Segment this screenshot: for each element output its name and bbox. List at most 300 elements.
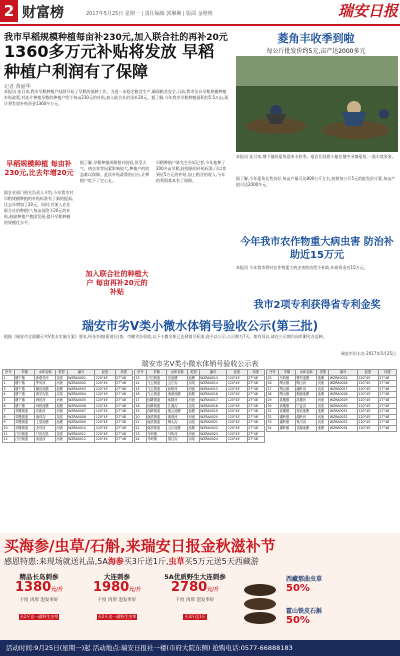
table-cell: 6	[3, 403, 15, 409]
right-col-text: 据了解,今年菱角长势良好,每亩产量可达800公斤左右,按照每公斤5元的批发价计算,每亩产值可达2000多元。	[236, 176, 396, 187]
table-cell: 马屿镇	[146, 431, 167, 437]
table-cell: 阁巷河	[167, 414, 188, 420]
product-price: 2780元/斤	[170, 580, 219, 595]
table-cell: 120°45′	[95, 425, 115, 431]
table-cell: WZRA0025	[329, 375, 358, 381]
table-cell: WZRA0028	[329, 392, 358, 398]
table-cell: 120°45′	[357, 397, 378, 403]
table-cell: WZRA0008	[67, 414, 95, 420]
table-cell: 19	[135, 409, 147, 415]
table-cell: 27°48′	[378, 403, 396, 409]
table-cell: WZRA0015	[199, 386, 227, 392]
table-cell: 高楼镇	[279, 403, 296, 409]
table-cell: WZRA0007	[67, 409, 95, 415]
table-cell: 池塘	[188, 409, 200, 415]
table-cell: 河流	[317, 397, 329, 403]
table-cell: 河流	[188, 431, 200, 437]
table-cell: 前池河	[35, 437, 56, 443]
table-cell: 沟渠	[317, 386, 329, 392]
table-cell: 27°48′	[115, 437, 132, 443]
table-cell: 28	[267, 392, 279, 398]
table-cell: 120°45′	[227, 403, 247, 409]
table-cell: 河流	[188, 397, 200, 403]
table-cell: WZRA0021	[199, 420, 227, 426]
table-cell: 渔渡池塘	[167, 392, 188, 398]
table-cell: WZRA0023	[199, 431, 227, 437]
product-name: 5A优质野生大连刺参	[164, 573, 226, 581]
table-header-cell: 纬度	[247, 370, 264, 376]
table-header-cell: 水体名称	[167, 370, 188, 376]
table-cell: 沟渠	[188, 381, 200, 387]
table-cell: 120°45′	[227, 386, 247, 392]
promo-percent: 50%	[286, 583, 310, 594]
table-cell: 2	[3, 381, 15, 387]
table-cell: 11	[3, 431, 15, 437]
table-cell: 河流	[56, 397, 68, 403]
table-header-cell: 编号	[329, 370, 358, 376]
table-cell: 陶山镇	[279, 386, 296, 392]
ad-subline-d: 虫草	[168, 557, 185, 566]
table-cell: 7	[3, 409, 15, 415]
water-body-tables	[2, 369, 398, 532]
table-header-cell: 水体名称	[35, 370, 56, 376]
table-cell: 27°48′	[247, 420, 264, 426]
table-cell: 塘下镇	[14, 403, 35, 409]
table-cell: 沟渠	[317, 420, 329, 426]
ad-title: 买海参/虫草/石斛,来瑞安日报金秋滋补节	[4, 537, 276, 555]
table-cell: 新联村河	[35, 375, 56, 381]
table-row	[3, 437, 133, 443]
table-cell: 仙降街道	[146, 409, 167, 415]
table-cell: 27°48′	[115, 414, 132, 420]
table-cell: 27°48′	[115, 375, 132, 381]
table-cell: 马屿镇	[146, 437, 167, 443]
table-cell: 桐浦池塘	[295, 392, 316, 398]
table-cell: 仙降街道	[146, 403, 167, 409]
table-cell: 篁社沟	[167, 437, 188, 443]
table-cell: 池塘	[317, 392, 329, 398]
table-cell: 河流	[317, 414, 329, 420]
table-cell: 营前池塘	[295, 409, 316, 415]
table-cell: 高楼镇	[279, 409, 296, 415]
byline: 记者 黄丽华	[4, 84, 31, 90]
table-cell: 塘下镇	[14, 392, 35, 398]
lotus-harvest-photo	[236, 56, 398, 152]
table-cell: WZRA0032	[329, 414, 358, 420]
table-cell: 27°48′	[378, 375, 396, 381]
table-cell: 18	[135, 403, 147, 409]
table-cell: 27°48′	[115, 409, 132, 415]
table-cell: WZRA0012	[67, 437, 95, 443]
lead-body: 本报讯 连日来,我市早稻种植户陆续开始了早稻的插秧工作。为进一步稳定粮食生产,确保粮食安全,日前,我市出台早稻规模种植补贴政策,对连片种植早稻的种植户给予每亩230元的补贴,加入联合社的再补20元。据了解,今年我市早稻种植面积约5.5万亩,预计将发放补贴资金1360多万元。	[4, 89, 229, 106]
table-cell: WZRA0018	[199, 403, 227, 409]
table-cell: 马屿镇	[279, 375, 296, 381]
table-cell: 120°45′	[227, 381, 247, 387]
table-cell: 3	[3, 386, 15, 392]
table-cell: 32	[267, 414, 279, 420]
table-cell: WZRA0001	[67, 375, 95, 381]
table-cell: 30	[267, 403, 279, 409]
table-title: 瑞安市劣Ⅴ类小微水体销号验收公示表	[141, 360, 259, 368]
table-cell: 20	[135, 414, 147, 420]
table-cell: 29	[267, 397, 279, 403]
table-cell: 27°48′	[247, 414, 264, 420]
table-cell: 120°45′	[95, 437, 115, 443]
table-cell: 曹村池塘	[295, 375, 316, 381]
table-cell: 河流	[188, 386, 200, 392]
product-note: 干度 肉厚 泡发率好	[175, 598, 215, 603]
page-number: 2	[0, 0, 18, 22]
table-header-cell: 乡镇	[14, 370, 35, 376]
col2-subhead: 加入联合社的种植大户 每亩再补20元的补贴	[85, 270, 149, 296]
headline-main: 1360多万元补贴将发放 早稻种植户利润有了保障	[4, 42, 215, 81]
table-cell: 27°48′	[247, 403, 264, 409]
table-cell: 27°48′	[247, 397, 264, 403]
table-cell: 上望池塘	[35, 420, 56, 426]
product-price: 1380元/斤	[14, 580, 63, 595]
table-cell: 120°45′	[357, 392, 378, 398]
table-cell: WZRA0003	[67, 386, 95, 392]
table-cell: 塘下镇	[14, 397, 35, 403]
table-cell: 120°45′	[95, 386, 115, 392]
table-cell: 宁益沟	[295, 403, 316, 409]
product-name: 精品长岛刺参	[19, 573, 59, 581]
table-cell: WZRA0002	[67, 381, 95, 387]
table-cell: 河流	[56, 381, 68, 387]
table-cell: 莘塍街道	[14, 409, 35, 415]
table-cell: 梅头沟	[167, 420, 188, 426]
table-cell: 池塘	[56, 420, 68, 426]
table-cell: 莘塍街道	[14, 414, 35, 420]
table-cell: 湖岭河	[295, 414, 316, 420]
table-cell: 25	[267, 375, 279, 381]
table-cell: 湖岭镇	[279, 420, 296, 426]
table-cell: 池塘	[317, 425, 329, 431]
table-cell: 27°48′	[115, 431, 132, 437]
promo-label: 西藏那曲虫草	[286, 576, 323, 583]
table-cell: 池塘	[188, 375, 200, 381]
table-cell: 27°48′	[378, 425, 396, 431]
table-header-cell: 乡镇	[146, 370, 167, 376]
table-header-cell: 编号	[199, 370, 227, 376]
table-cell: 15	[135, 386, 147, 392]
table-header-cell: 序号	[267, 370, 279, 376]
table-row	[135, 437, 265, 443]
table-cell: 27°48′	[115, 397, 132, 403]
table-cell: 27°48′	[115, 381, 132, 387]
table-cell: WZRA0024	[199, 437, 227, 443]
table-cell: 13	[135, 375, 147, 381]
product-card	[4, 572, 74, 634]
table-cell: 沟渠	[56, 414, 68, 420]
table-cell: 27°48′	[378, 420, 396, 426]
table-cell: 陶山镇	[279, 392, 296, 398]
table-cell: 120°45′	[357, 420, 378, 426]
table-cell: 云江沟	[167, 381, 188, 387]
table-cell: 马屿河	[167, 431, 188, 437]
table-cell: 湖岭镇	[279, 414, 296, 420]
table-cell: 北垟河	[35, 425, 56, 431]
table-header-cell: 经度	[227, 370, 247, 376]
table-cell: WZRA0026	[329, 381, 358, 387]
table-cell: 27°48′	[378, 381, 396, 387]
dendrobium-promo	[286, 606, 396, 634]
table-cell: 池塘	[317, 409, 329, 415]
table-cell: 120°45′	[227, 425, 247, 431]
table-cell: WZRA0033	[329, 420, 358, 426]
table-cell: 10	[3, 425, 15, 431]
table-cell: 莘塍街道	[14, 420, 35, 426]
col1-text: 据农业部门相关负责人介绍,今年我市对早稻规模种植的补贴标准有了新的提高,比去年增加了20元。同时,对加入农业联合社的种植户,每亩再给予20元的补贴,鼓励种植户抱团发展,提升早稻种植的规模化水平。	[4, 190, 74, 225]
table-cell: WZRA0020	[199, 414, 227, 420]
table-cell: WZRA0022	[199, 425, 227, 431]
table-cell: WZRA0014	[199, 381, 227, 387]
table-cell: WZRA0016	[199, 392, 227, 398]
table-cell: 沟渠	[56, 431, 68, 437]
pest-control-headline: 今年我市农作物重大病虫害 防治补助近15万元	[240, 237, 394, 261]
table-cell: 120°45′	[95, 420, 115, 426]
data-table-middle	[134, 369, 265, 443]
table-cell: 34	[267, 425, 279, 431]
table-row	[267, 425, 397, 431]
cordyceps-promo	[286, 574, 396, 602]
ad-subline-b: 海参	[107, 557, 124, 566]
table-cell: 1	[3, 375, 15, 381]
table-cell: 120°45′	[227, 392, 247, 398]
table-cell: 120°45′	[95, 414, 115, 420]
table-cell: 鲍田池塘	[35, 386, 56, 392]
patent-award-headline: 我市2项专利获得省专利金奖	[253, 300, 381, 311]
promo-label: 霍山铁皮石斛	[286, 608, 323, 615]
table-cell: 海安沟渠	[35, 392, 56, 398]
table-header-cell: 类型	[188, 370, 200, 376]
table-header-cell: 类型	[56, 370, 68, 376]
table-cell: 16	[135, 392, 147, 398]
product-note: 干度 肉厚 泡发率好	[97, 598, 137, 603]
notice-body: 根据《瑞安市全面剿灭劣Ⅴ类水实施方案》要求,经各乡镇(街道)自查、市剿劣办验收,以下小微水体已达到销号标准,现予以公示,公示期为7天。如有异议,请在公示期内向市剿劣办反映。	[4, 334, 327, 339]
ad-subline-e: 买5万元送5天西藏游	[184, 557, 259, 566]
table-cell: 9	[3, 420, 15, 426]
product-price: 1980元/斤	[92, 580, 141, 595]
table-cell: WZRA0006	[67, 403, 95, 409]
table-cell: WZRA0013	[199, 375, 227, 381]
table-cell: 27°48′	[115, 386, 132, 392]
table-cell: 河流	[56, 437, 68, 443]
table-cell: 27°48′	[378, 386, 396, 392]
product-name: 大连刺参	[104, 573, 130, 581]
table-cell: 高楼河	[295, 397, 316, 403]
table-cell: 塘下镇	[14, 381, 35, 387]
table-cell: 27°48′	[247, 375, 264, 381]
table-cell: 汀田街道	[146, 375, 167, 381]
table-cell: 南滨街道	[146, 414, 167, 420]
table-cell: WZRA0027	[329, 386, 358, 392]
table-cell: 120°45′	[95, 381, 115, 387]
table-cell: 120°45′	[95, 392, 115, 398]
table-cell: 江溪沟	[167, 403, 188, 409]
ad-subline	[4, 556, 400, 567]
table-cell: 22	[135, 425, 147, 431]
table-cell: 塘下镇	[14, 386, 35, 392]
table-header-cell: 水体名称	[295, 370, 316, 376]
table-cell: 沟渠	[56, 375, 68, 381]
table-cell: 仙降河	[167, 397, 188, 403]
table-cell: 27°48′	[247, 392, 264, 398]
table-cell: 27°48′	[378, 409, 396, 415]
section-title: 财富榜	[22, 5, 64, 21]
table-cell: 120°45′	[95, 431, 115, 437]
table-cell: WZRA0029	[329, 397, 358, 403]
table-cell: 27°48′	[247, 386, 264, 392]
table-cell: 31	[267, 409, 279, 415]
masthead-logo: 瑞安日报	[337, 2, 398, 20]
table-cell: 17	[135, 397, 147, 403]
table-cell: 汀田沟渠	[35, 431, 56, 437]
table-cell: 27°48′	[115, 392, 132, 398]
ad-subline-a: 感恩特惠:来现场就送礼品,5A	[4, 557, 108, 566]
table-cell: 14	[135, 381, 147, 387]
col2-text: 据了解,早稻种植周期相对较短,但受天气、病虫害等因素影响较大,种植户的收益难以保障。此次补贴政策的出台,让种植户吃下了定心丸。	[80, 160, 150, 183]
table-cell: 12	[3, 437, 15, 443]
table-cell: 韩田河	[35, 397, 56, 403]
photo-story-subtitle: 每公斤批发价约5元,亩产达2000多元	[266, 48, 366, 55]
table-cell: 120°45′	[227, 409, 247, 415]
table-cell: WZRA0010	[67, 425, 95, 431]
table-cell: 南垟沟	[35, 414, 56, 420]
table-header-cell: 纬度	[378, 370, 396, 376]
table-cell: 池塘	[188, 392, 200, 398]
table-cell: WZRA0030	[329, 403, 358, 409]
table-cell: 33	[267, 420, 279, 426]
table-cell: 沟渠	[56, 392, 68, 398]
data-table-right	[266, 369, 397, 432]
table-cell: 27°48′	[378, 397, 396, 403]
table-cell: 沟渠	[317, 403, 329, 409]
table-cell: 27°48′	[115, 420, 132, 426]
table-header-cell: 序号	[3, 370, 15, 376]
table-header-cell: 经度	[357, 370, 378, 376]
table-cell: WZRA0031	[329, 409, 358, 415]
table-cell: 池塘	[56, 403, 68, 409]
product-card	[82, 572, 152, 634]
table-cell: 21	[135, 420, 147, 426]
table-cell: 27°48′	[247, 437, 264, 443]
pest-control-text: 本报讯 今年我市将对农作物重大病虫害防治给予补助,补助资金近15万元。	[236, 265, 368, 270]
headline-kicker: 我市早稻规模种植每亩补230元,加入联合社的再补20元	[4, 33, 228, 43]
table-cell: 120°45′	[357, 409, 378, 415]
product-note: 干度 肉厚 泡发率好	[19, 598, 59, 603]
table-cell: 120°45′	[357, 425, 378, 431]
table-cell: 莘塍街道	[14, 425, 35, 431]
table-cell: 高楼镇	[279, 397, 296, 403]
product-tag: 买3斤送1斤	[184, 614, 206, 619]
table-cell: 27	[267, 386, 279, 392]
table-cell: 南滨街道	[146, 420, 167, 426]
table-cell: 云江池塘	[167, 425, 188, 431]
photo-story-title: 菱角丰收季到啦	[277, 32, 355, 45]
notice-signature: 瑞安市治水办 2017年5月25日	[340, 351, 396, 356]
table-cell: WZRA0005	[67, 397, 95, 403]
table-cell: WZRA0009	[67, 420, 95, 426]
table-cell: 飞云街道	[146, 392, 167, 398]
table-cell: 24	[135, 437, 147, 443]
table-cell: 23	[135, 431, 147, 437]
table-cell: 沟渠	[188, 420, 200, 426]
table-cell: 塘下镇	[14, 375, 35, 381]
product-tag: 买2斤送一副野生虫草	[19, 614, 59, 619]
photo-illustration	[236, 56, 398, 152]
table-cell: 120°45′	[357, 386, 378, 392]
table-cell: 池塘	[188, 425, 200, 431]
table-cell: 飞云街道	[146, 386, 167, 392]
data-table-left	[2, 369, 133, 443]
promo-percent: 50%	[286, 615, 310, 626]
table-cell: 120°45′	[227, 414, 247, 420]
table-header-cell: 类型	[317, 370, 329, 376]
table-cell: 沟渠	[188, 403, 200, 409]
table-cell: WZRA0019	[199, 409, 227, 415]
table-cell: 湖岭镇	[279, 425, 296, 431]
table-cell: 27°48′	[247, 431, 264, 437]
table-header-cell: 经度	[95, 370, 115, 376]
table-cell: WZRA0017	[199, 397, 227, 403]
table-cell: 120°45′	[95, 375, 115, 381]
table-cell: 120°45′	[95, 409, 115, 415]
table-header-cell: 序号	[135, 370, 147, 376]
table-cell: 27°48′	[115, 425, 132, 431]
ad-subline-c: 买3斤送1斤,	[123, 557, 169, 566]
table-cell: 27°48′	[247, 381, 264, 387]
table-cell: 罗凤河	[35, 381, 56, 387]
table-cell: 河流	[56, 425, 68, 431]
table-cell: 120°45′	[227, 437, 247, 443]
table-cell: 8	[3, 414, 15, 420]
table-cell: 林川沟	[295, 420, 316, 426]
product-card	[160, 572, 230, 634]
table-header-cell: 编号	[67, 370, 95, 376]
table-cell: 河流	[188, 414, 200, 420]
ad-footer: 活动时间:9月25日(星期一)起 活动地点:瑞安日报社一楼(市府大院东侧) 抢购电话:0577-66888183	[0, 640, 400, 656]
table-header-cell: 乡镇	[279, 370, 296, 376]
table-cell: 仙降街道	[146, 397, 167, 403]
table-cell: 27°48′	[115, 403, 132, 409]
table-cell: 27°48′	[378, 414, 396, 420]
table-cell: 后池塘	[167, 375, 188, 381]
table-cell: 东新河	[35, 409, 56, 415]
table-cell: 27°48′	[378, 392, 396, 398]
table-cell: 池塘	[317, 375, 329, 381]
table-cell: 南滨街道	[146, 425, 167, 431]
table-cell: 陶山河	[295, 381, 316, 387]
col1-subhead: 早稻规模种植 每亩补230元,比去年增20元	[4, 160, 74, 177]
table-cell: 汀田街道	[14, 431, 35, 437]
table-cell: 120°45′	[95, 397, 115, 403]
table-cell: 120°45′	[227, 375, 247, 381]
table-cell: 龙湖池塘	[295, 425, 316, 431]
table-cell: 120°45′	[357, 403, 378, 409]
date-line: 2017年5月25日 星期一 | 责任编辑 郭琳琳 | 版面 金维维	[86, 11, 213, 17]
table-cell: 5	[3, 397, 15, 403]
table-cell: 孙桥河	[167, 386, 188, 392]
table-cell: 河流	[56, 409, 68, 415]
table-cell: 翔云池塘	[167, 409, 188, 415]
table-cell: 26	[267, 381, 279, 387]
table-cell: 120°45′	[357, 414, 378, 420]
table-cell: 120°45′	[227, 397, 247, 403]
table-cell: 汀田街道	[14, 437, 35, 443]
table-cell: 120°45′	[357, 381, 378, 387]
table-cell: 陶山镇	[279, 381, 296, 387]
